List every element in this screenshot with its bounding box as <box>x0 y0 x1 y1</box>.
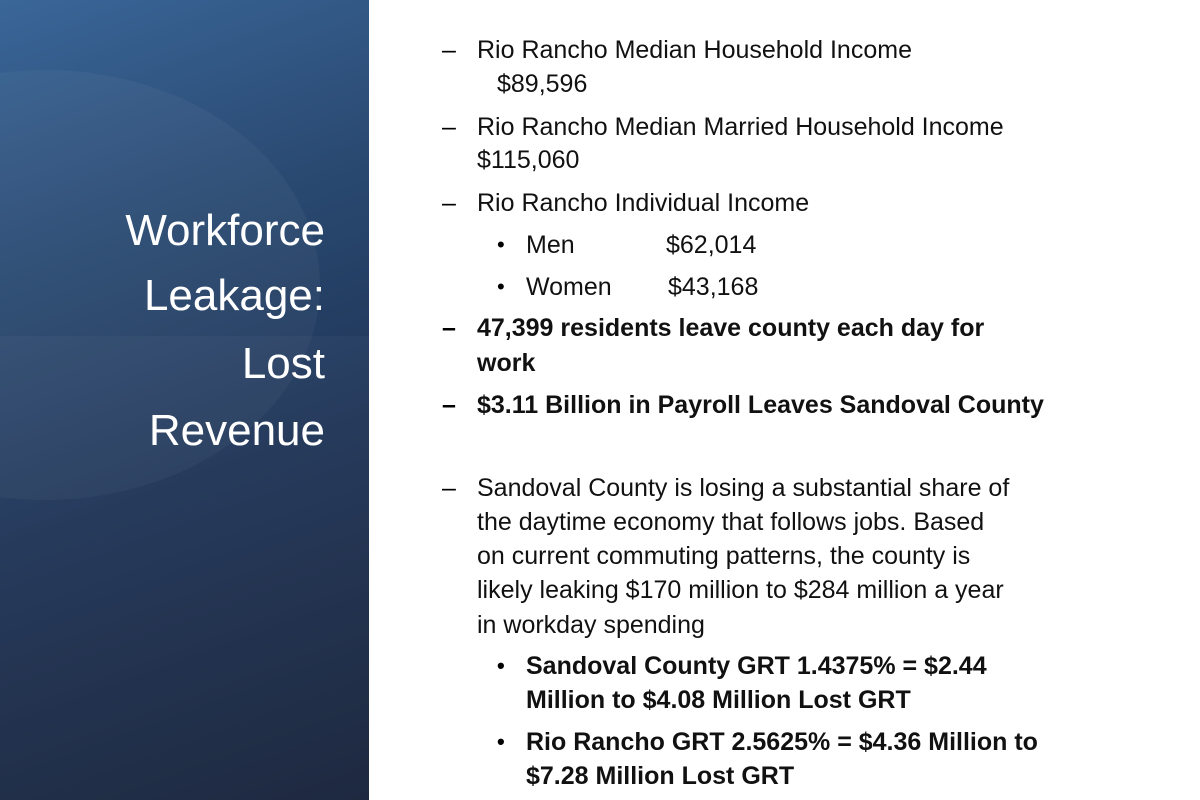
bullet-marker: • <box>497 729 505 754</box>
slide-title-line: Leakage: <box>143 271 325 320</box>
men-label: Men <box>526 231 575 259</box>
median-married-value: $115,060 <box>477 146 580 174</box>
women-label: Women <box>526 273 612 301</box>
median-household-value: $89,596 <box>497 70 588 98</box>
residents-line: 47,399 residents leave county each day for <box>477 314 985 342</box>
individual-income-label: Rio Rancho Individual Income <box>477 189 810 217</box>
rio-grt-line: Rio Rancho GRT 2.5625% = $4.36 Million to <box>526 728 1038 756</box>
dash-marker: – <box>442 391 456 419</box>
dash-marker: – <box>442 474 456 502</box>
bullet-marker: • <box>497 274 505 299</box>
slide-title-line: Workforce <box>125 206 325 255</box>
title-panel <box>0 0 369 800</box>
slide-title-line: Revenue <box>148 406 325 455</box>
bullet-marker: • <box>497 232 505 257</box>
payroll-line: $3.11 Billion in Payroll Leaves Sandoval County <box>477 391 1044 419</box>
dash-marker: – <box>442 189 456 217</box>
median-married-label: Rio Rancho Median Married Household Income <box>477 113 1004 141</box>
dash-marker: – <box>442 314 456 342</box>
women-value: $43,168 <box>668 273 759 301</box>
dash-marker: – <box>442 113 456 141</box>
losing-line: on current commuting patterns, the county is <box>477 542 971 570</box>
losing-line: in workday spending <box>477 611 705 639</box>
bullet-marker: • <box>497 653 505 678</box>
rio-grt-line: $7.28 Million Lost GRT <box>526 762 795 790</box>
losing-line: likely leaking $170 million to $284 million a year <box>477 576 1004 604</box>
sandoval-grt-line: Million to $4.08 Million Lost GRT <box>526 686 911 714</box>
dash-marker: – <box>442 36 456 64</box>
losing-line: Sandoval County is losing a substantial share of <box>477 474 1010 502</box>
slide-title-line: Lost <box>241 339 325 388</box>
men-value: $62,014 <box>666 231 757 259</box>
losing-line: the daytime economy that follows jobs. Based <box>477 508 985 536</box>
residents-line: work <box>477 349 536 377</box>
sandoval-grt-line: Sandoval County GRT 1.4375% = $2.44 <box>526 652 987 680</box>
median-household-label: Rio Rancho Median Household Income <box>477 36 912 64</box>
